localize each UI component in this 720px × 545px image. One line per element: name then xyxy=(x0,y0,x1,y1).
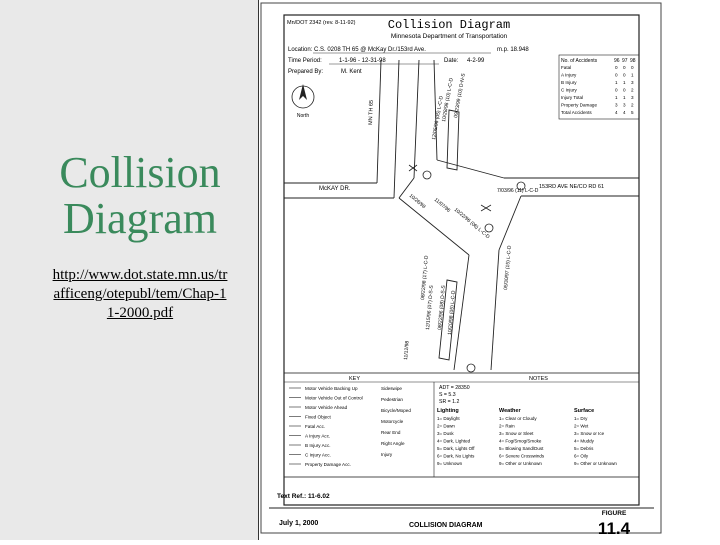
stats-row-value: 4 xyxy=(623,110,626,115)
key-item-label: A Injury Acc. xyxy=(305,433,331,439)
stats-row-value: 3 xyxy=(615,102,618,108)
key-item-label-secondary: Pedestrian xyxy=(381,397,403,402)
collision-annotation: 10/20/98 (05) L-C-D xyxy=(447,290,457,336)
stats-row-label: Total Accidents xyxy=(561,110,592,115)
lighting-option: 2= Dawn xyxy=(437,423,455,429)
key-item-label: Fatal Acc. xyxy=(305,424,326,429)
collision-diagram-figure xyxy=(258,0,665,540)
adt-line: S = 5.3 xyxy=(439,392,456,398)
adt-line: SR = 1.2 xyxy=(439,399,460,405)
collision-annotation: 10/22/96 (06) L-C-D xyxy=(452,206,491,241)
surface-option: 4= Muddy xyxy=(574,438,594,444)
weather-option: 2= Rain xyxy=(499,423,515,429)
key-item-label-secondary: Right Angle xyxy=(381,441,405,446)
stats-row-value: 5 xyxy=(631,110,634,115)
stats-row-value: 1 xyxy=(623,95,626,100)
key-item-label-secondary: Bicycle/Moped xyxy=(381,408,411,413)
date-value: 4-2-99 xyxy=(467,58,485,64)
lighting-option: 3= Dusk xyxy=(437,431,454,436)
collision-annotation: 09/23/99 (10) D-N-S xyxy=(453,72,467,119)
diagram-heading: Collision Diagram xyxy=(387,18,511,32)
weather-option: 9= Other or Unknown xyxy=(499,461,542,466)
stats-year-2: 97 xyxy=(622,58,628,64)
key-item-label: Fixed Object xyxy=(305,414,331,420)
surface-option: 2= Wet xyxy=(574,423,589,429)
surface-option: 5= Debris xyxy=(574,446,594,451)
time-period-value: 1-1-96 - 12-31-98 xyxy=(339,58,386,64)
key-item-label-secondary: Injury xyxy=(381,452,393,457)
stats-row-label: Fatal xyxy=(561,65,572,70)
stats-row-value: 1 xyxy=(615,80,618,85)
stats-year-3: 98 xyxy=(630,58,636,64)
stats-row-label: Property Damage xyxy=(561,102,598,108)
left-panel xyxy=(0,0,258,540)
lighting-option: 5= Dark, Lights Off xyxy=(437,446,475,451)
collision-annotation: 11/07/96 xyxy=(432,196,452,214)
stats-row-value: 0 xyxy=(615,65,618,70)
collision-annotation: 05/30/97 (15) L-C-D xyxy=(503,245,513,291)
stats-row-value: 2 xyxy=(631,102,634,108)
stats-row-value: 0 xyxy=(615,72,618,78)
figure-label: FIGURE xyxy=(601,510,627,517)
stats-row-value: 1 xyxy=(623,80,626,85)
stats-header: No. of Accidents xyxy=(561,58,598,64)
key-item-label-secondary: Rear End xyxy=(381,430,401,435)
weather-header: Weather xyxy=(499,408,521,414)
stats-row-label: C Injury xyxy=(561,87,577,93)
key-item-label-secondary: Motorcycle xyxy=(381,419,404,424)
weather-option: 4= Fog/Smog/Smoke xyxy=(499,438,542,444)
lighting-option: 4= Dark, Lighted xyxy=(437,438,471,444)
prepared-by-value: M. Kent xyxy=(341,69,362,75)
milepost: m.p. 18.948 xyxy=(497,47,529,53)
collision-annotation: 08/22/96 (08) D-S-S xyxy=(437,285,447,331)
collision-annotation: 12/05/96 (05) L-C-D xyxy=(431,95,445,141)
text-reference: Text Ref.: 11-6.02 xyxy=(277,493,330,500)
footer-date: July 1, 2000 xyxy=(279,520,319,527)
key-item-label: Motor Vehicle Backing Up xyxy=(305,386,358,391)
form-number: Mn/DOT 2342 (rev. 8-11-92) xyxy=(287,20,356,26)
stats-row-value: 0 xyxy=(623,87,626,93)
lighting-option: 9= Unknown xyxy=(437,461,463,466)
lighting-option: 6= Dark, No Lights xyxy=(437,453,475,459)
collision-annotation: 12/15/96 (07) D-S-S xyxy=(425,285,435,331)
north-label: North xyxy=(296,113,310,119)
location-label: Location: xyxy=(288,47,313,53)
lighting-option: 1= Daylight xyxy=(437,416,460,421)
stats-row-value: 0 xyxy=(623,65,626,70)
surface-option: 6= Oily xyxy=(574,453,589,459)
surface-option: 9= Other or Unknown xyxy=(574,461,617,466)
stats-row-value: 3 xyxy=(623,102,626,108)
road-name-east: 153RD AVE NE/CO RD 61 xyxy=(539,184,605,190)
collision-annotation: 10/28/98 (10) L-C-D xyxy=(441,77,455,123)
weather-option: 1= Clear or Cloudy xyxy=(499,416,537,421)
collision-annotation: 10/26/98 xyxy=(407,192,427,211)
adt-line: ADT = 28350 xyxy=(439,385,470,391)
title-line-2: Diagram xyxy=(63,194,217,243)
stats-row-label: B Injury xyxy=(561,80,577,85)
road-name-north: MN TH 65 xyxy=(368,99,375,126)
stats-row-value: 3 xyxy=(631,95,634,100)
time-period-label: Time Period: xyxy=(288,58,322,64)
stats-row-value: 0 xyxy=(615,87,618,93)
stats-row-value: 4 xyxy=(615,110,618,115)
surface-option: 1= Dry xyxy=(574,416,588,421)
collision-annotation: 7/03/96 (11) L-C-D xyxy=(497,188,539,194)
surface-option: 3= Snow or Ice xyxy=(574,431,605,436)
date-label: Date: xyxy=(444,58,459,64)
stats-row-label: Injury Total xyxy=(561,95,584,100)
stats-row-value: 1 xyxy=(631,72,634,78)
key-label: KEY xyxy=(349,376,361,382)
stats-row-value: 1 xyxy=(615,95,618,100)
stats-row-value: 0 xyxy=(623,72,626,78)
agency-name: Minnesota Department of Transportation xyxy=(390,33,508,40)
stats-row-value: 2 xyxy=(631,87,634,93)
weather-option: 3= Snow or Sleet xyxy=(499,431,534,436)
key-item-label-secondary: Sideswipe xyxy=(381,386,402,391)
stats-row-value: 3 xyxy=(631,80,634,85)
stats-year-1: 96 xyxy=(614,58,620,64)
title-line-1: Collision xyxy=(59,148,221,197)
location-value: C.S. 0208 TH 65 @ McKay Dr./153rd Ave. xyxy=(314,47,426,53)
key-item-label: C Injury Acc. xyxy=(305,452,331,458)
key-item-label: Motor Vehicle Ahead xyxy=(305,405,348,410)
stats-row-label: A Injury xyxy=(561,72,577,78)
key-item-label: Motor Vehicle Out of Control xyxy=(305,395,363,401)
key-item-label: Property Damage Acc. xyxy=(305,462,351,467)
collision-annotation: 08/22/98 (17) L-C-D xyxy=(420,255,430,301)
road-name-west: McKAY DR. xyxy=(319,186,351,192)
lighting-header: Lighting xyxy=(437,408,459,414)
source-link[interactable]: http://www.dot.state.mn.us/trafficeng/otepubl/tem/Chap-11-2000.pdf xyxy=(52,267,228,321)
prepared-by-label: Prepared By: xyxy=(288,69,324,75)
collision-annotation: 11/12/98 xyxy=(403,340,411,361)
weather-option: 5= Blowing Sand/Dust xyxy=(499,446,544,451)
surface-header: Surface xyxy=(574,408,595,414)
weather-option: 6= Severe Crosswinds xyxy=(499,453,545,459)
footer-title: COLLISION DIAGRAM xyxy=(409,522,483,529)
stats-row-value: 0 xyxy=(631,65,634,70)
diagram-svg xyxy=(259,0,665,540)
slide-title xyxy=(40,150,240,242)
notes-label: NOTES xyxy=(529,376,548,382)
key-item-label: B Injury Acc. xyxy=(305,443,331,448)
figure-number: 11.4 xyxy=(597,519,631,538)
